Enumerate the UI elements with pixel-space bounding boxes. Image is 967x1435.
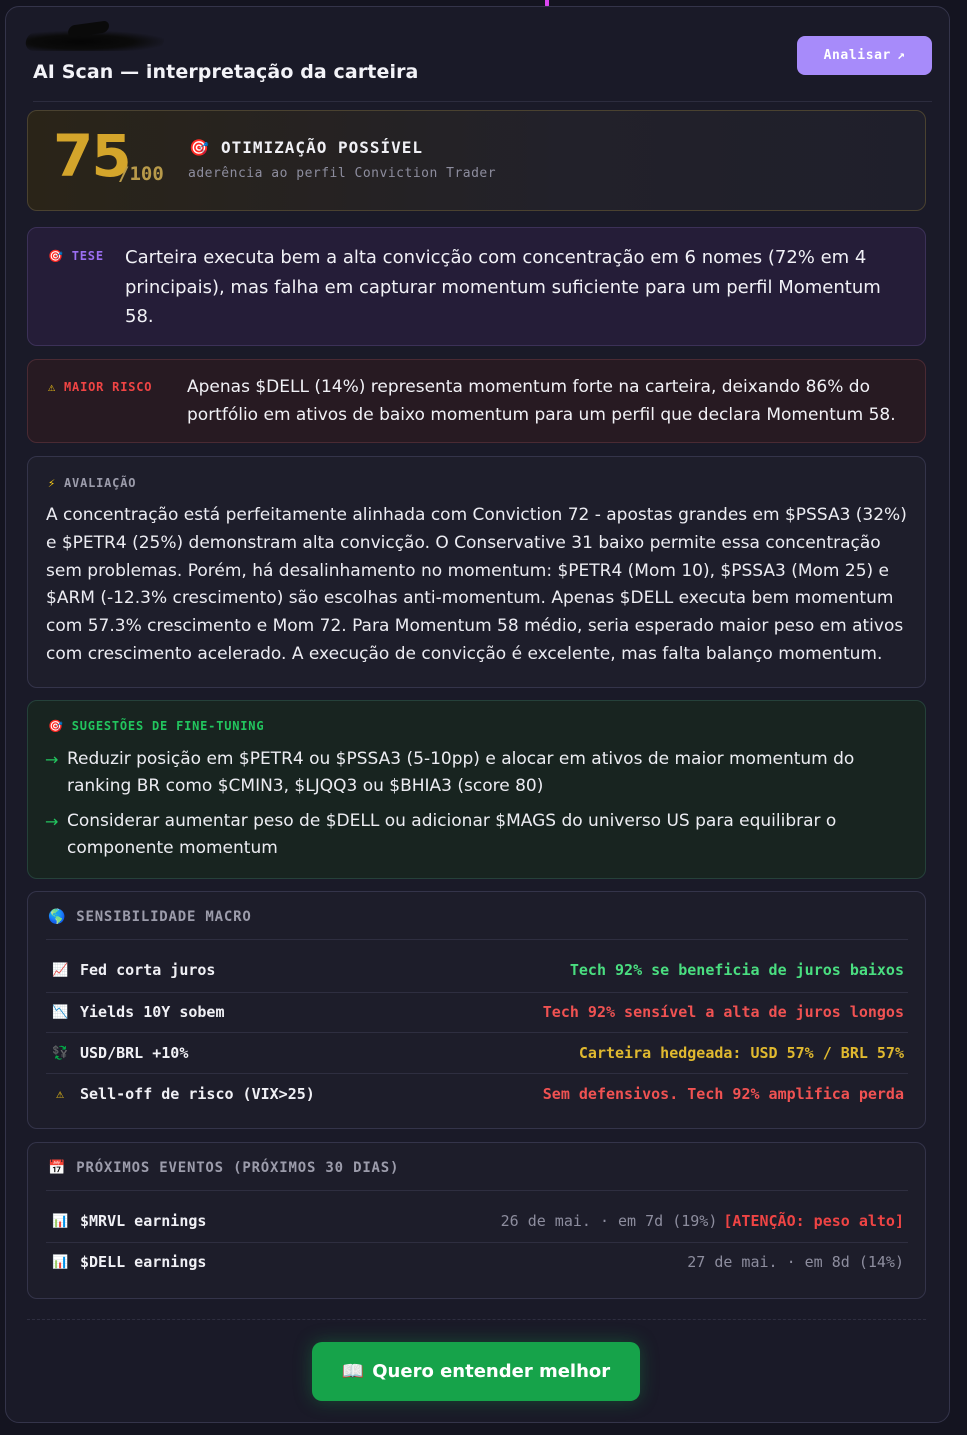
analyze-button-label: Analisar	[823, 48, 891, 63]
fine-tuning-card	[27, 700, 926, 879]
macro-effect: Tech 92% se beneficia de juros baixos	[569, 961, 904, 979]
chart-down-icon: 📉	[52, 1004, 69, 1020]
macro-sensitivity-card	[27, 891, 926, 1129]
thesis-text: Carteira executa bem a alta convicção com concentração em 6 nomes (72% em 4 principais), mas falha em capturar momentum suficiente para um perfil Momentum 58.	[125, 247, 881, 327]
score-subtitle: aderência ao perfil Conviction Trader	[188, 166, 497, 181]
event-warning: [ATENÇÃO: peso alto]	[723, 1212, 904, 1230]
macro-effect: Tech 92% sensível a alta de juros longos	[542, 1003, 904, 1021]
page-title: AI Scan — interpretação da carteira	[33, 61, 419, 83]
event-row	[46, 1201, 908, 1241]
evaluation-card	[27, 456, 926, 688]
fine-tuning-tag-label: SUGESTÕES DE FINE-TUNING	[71, 719, 265, 733]
macro-scenario: Sell-off de risco (VIX>25)	[80, 1085, 315, 1103]
score-label: OTIMIZAÇÃO POSSÍVEL	[221, 138, 424, 157]
macro-scenario: USD/BRL +10%	[80, 1044, 189, 1062]
currency-exchange-icon: 💱	[52, 1045, 69, 1061]
fine-tuning-tag	[48, 719, 264, 733]
calendar-icon: 📅	[48, 1160, 67, 1176]
bar-chart-icon: 📊	[52, 1213, 69, 1229]
list-item	[45, 808, 915, 862]
suggestion-text: Considerar aumentar peso de $DELL ou adicionar $MAGS do universo US para equilibrar o componente momentum	[67, 811, 837, 858]
macro-row	[46, 1074, 908, 1114]
event-row	[46, 1242, 908, 1282]
divider	[46, 1190, 908, 1191]
thesis-card	[27, 227, 926, 346]
target-icon: 🎯	[48, 719, 64, 733]
arrow-right-icon: →	[45, 812, 59, 831]
events-tag-label: PRÓXIMOS EVENTOS (PRÓXIMOS 30 DIAS)	[76, 1160, 400, 1176]
arrow-right-icon: →	[45, 750, 59, 769]
risk-tag-label: MAIOR RISCO	[64, 380, 153, 394]
macro-scenario: Yields 10Y sobem	[80, 1003, 225, 1021]
macro-row	[46, 950, 908, 990]
chart-up-icon: 📈	[52, 962, 69, 978]
learn-more-label: Quero entender melhor	[372, 1361, 611, 1382]
suggestion-text: Reduzir posição em $PETR4 ou $PSSA3 (5-10pp) e alocar em ativos de maior momentum do ranking BR como $CMIN3, $LJQQ3 ou $BHIA3 (score 80)	[67, 749, 855, 796]
score-value: 75	[53, 122, 130, 190]
evaluation-text: A concentração está perfeitamente alinhada com Conviction 72 - apostas grandes em $PSSA3 (32%) e $PETR4 (25%) demonstram alta convicção. O Conservative 31 baixo permite essa concentração sem problemas. Porém, há desalinhamento no momentum: $PETR4 (Mom 10), $PSSA3 (Mom 25) e $ARM (-12.3% crescimento) são escolhas anti-momentum. Apenas $DELL executa bem momentum com 57.3% crescimento e Mom 72. Para Momentum 58 médio, seria esperado maior peso em ativos com crescimento acelerado. A execução de convicção é excelente, mas falta balanço momentum.	[46, 505, 907, 664]
event-name: $DELL earnings	[80, 1253, 207, 1271]
header-divider	[33, 101, 932, 102]
lightning-icon: ⚡	[48, 476, 57, 490]
macro-tag	[48, 909, 252, 925]
risk-card	[27, 359, 926, 443]
footer-divider	[27, 1319, 926, 1320]
macro-effect: Carteira hedgeada: USD 57% / BRL 57%	[578, 1044, 904, 1062]
learn-more-button[interactable]	[312, 1342, 640, 1401]
macro-tag-label: SENSIBILIDADE MACRO	[76, 909, 252, 925]
external-arrow-icon: ↗	[896, 48, 906, 63]
warning-icon: ⚠	[56, 1086, 64, 1102]
macro-effect: Sem defensivos. Tech 92% amplifica perda	[542, 1085, 904, 1103]
warning-icon: ⚠	[48, 380, 57, 394]
event-name: $MRVL earnings	[80, 1212, 207, 1230]
analyze-button[interactable]	[797, 36, 932, 75]
bar-chart-icon: 📊	[52, 1254, 69, 1270]
book-icon: 📖	[341, 1361, 365, 1382]
divider	[46, 939, 908, 940]
thesis-tag-label: TESE	[71, 249, 104, 263]
score-max: /100	[118, 163, 164, 185]
evaluation-tag	[48, 476, 136, 490]
score-card	[27, 110, 926, 211]
risk-tag	[48, 380, 152, 394]
events-card	[27, 1142, 926, 1299]
thesis-tag	[48, 249, 104, 263]
risk-text: Apenas $DELL (14%) representa momentum forte na carteira, deixando 86% do portfólio em ativos de baixo momentum para um perfil que declara Momentum 58.	[187, 377, 896, 425]
macro-scenario: Fed corta juros	[80, 961, 216, 979]
target-icon: 🎯	[189, 138, 209, 157]
events-tag	[48, 1160, 399, 1176]
macro-row	[46, 992, 908, 1032]
globe-icon: 🌎	[48, 909, 67, 925]
list-item	[45, 746, 915, 800]
target-icon: 🎯	[48, 249, 64, 263]
event-info: 26 de mai. · em 7d (19%)	[500, 1212, 718, 1230]
macro-row	[46, 1033, 908, 1073]
redacted-header-text	[24, 31, 166, 51]
evaluation-tag-label: AVALIAÇÃO	[64, 476, 137, 490]
event-info: 27 de mai. · em 8d (14%)	[687, 1253, 904, 1271]
